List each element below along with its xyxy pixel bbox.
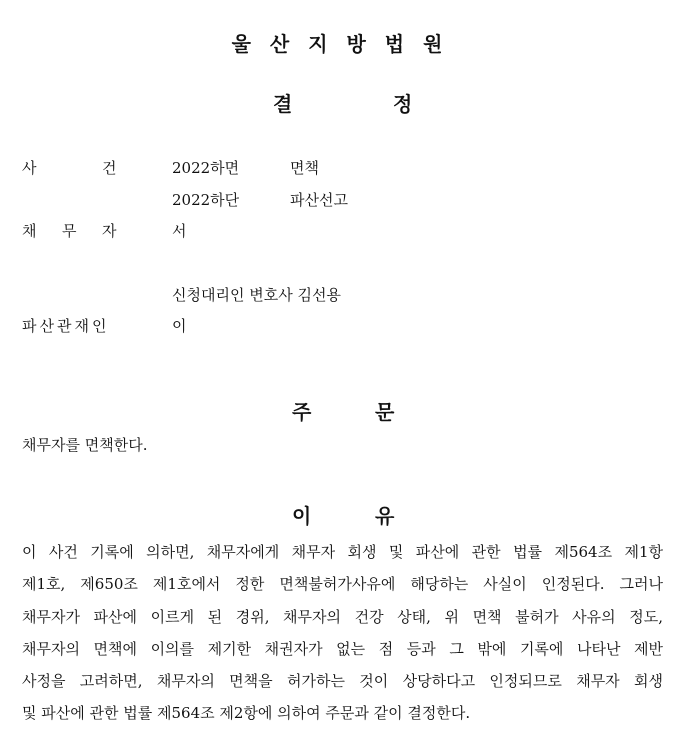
case-number-2: 2022하단 bbox=[172, 191, 240, 209]
debtor-name: 서 bbox=[172, 222, 187, 240]
case-title-2: 파산선고 bbox=[290, 191, 348, 209]
debtor-label-char: 자 bbox=[102, 222, 117, 240]
reason-line: 및 파산에 관한 법률 제564조 제2항에 의하여 주문과 같이 결정한다. bbox=[22, 704, 471, 722]
reason-line: 사정을 고려하면, 채무자의 면책을 허가하는 것이 상당하다고 인정되므로 채무자 회생 bbox=[22, 672, 663, 690]
reason-line: 이 사건 기록에 의하면, 채무자에게 채무자 회생 및 파산에 관한 법률 제564조 제1항 bbox=[22, 543, 663, 561]
order-heading-right: 문 bbox=[375, 400, 395, 424]
debtor-agent: 신청대리인 변호사 김선용 bbox=[172, 286, 341, 304]
reason-line: 채무자가 파산에 이르게 된 경위, 채무자의 건강 상태, 위 면책 불허가 사유의 정도, bbox=[22, 608, 663, 626]
reason-line: 제1호, 제650조 제1호에서 정한 면책불허가사유에 해당하는 사실이 인정된다. 그러나 bbox=[22, 575, 663, 593]
case-label-char: 사 bbox=[22, 159, 37, 177]
decision-heading-left: 결 bbox=[273, 92, 293, 116]
court-title bbox=[0, 28, 674, 57]
decision-heading-right: 정 bbox=[393, 92, 413, 116]
court-title-char: 산 bbox=[269, 32, 290, 56]
trustee-label: 파산관재인 bbox=[22, 317, 110, 335]
order-heading-left: 주 bbox=[292, 400, 312, 424]
order-text: 채무자를 면책한다. bbox=[22, 436, 148, 454]
court-title-char: 지 bbox=[308, 32, 328, 56]
court-title-char: 울 bbox=[231, 32, 251, 56]
debtor-label-char: 무 bbox=[62, 222, 77, 240]
court-title-char: 법 bbox=[384, 32, 405, 56]
reason-line: 채무자의 면책에 이의를 제기한 채권자가 없는 점 등과 그 밖에 기록에 나타난 제반 bbox=[22, 640, 663, 658]
court-title-char: 원 bbox=[423, 32, 443, 56]
case-number-1: 2022하면 bbox=[172, 159, 240, 177]
case-title-1: 면책 bbox=[290, 159, 319, 177]
reason-heading-right: 유 bbox=[375, 504, 395, 528]
case-label-char: 건 bbox=[102, 159, 117, 177]
debtor-label-char: 채 bbox=[22, 222, 37, 240]
reason-heading-left: 이 bbox=[292, 504, 312, 528]
trustee-name: 이 bbox=[172, 317, 187, 335]
court-title-char: 방 bbox=[346, 32, 366, 56]
